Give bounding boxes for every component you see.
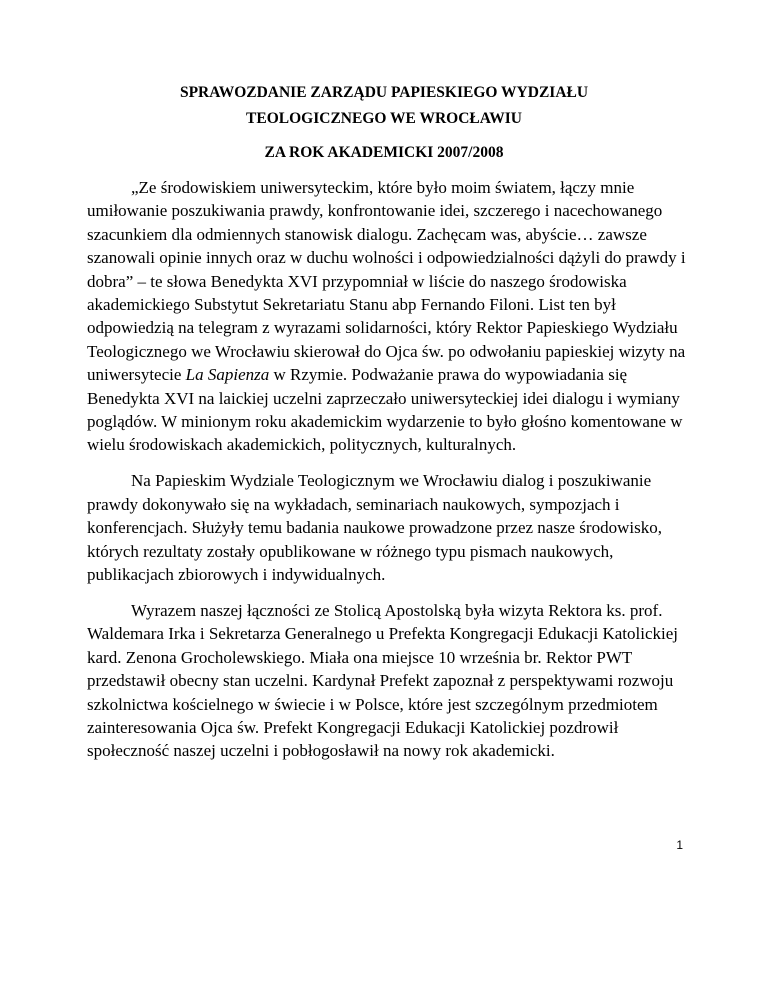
paragraph-1-text-b: w Rzymie. Podważanie prawa do wypowiadania się Benedykta XVI na laickiej uczelni zaprzeczało uniwersyteckiej idei dialogu i wymiany poglądów. W minionym roku akademickim wydarzenie to było głośno komentowane w wielu środowiskach akademickich, politycznych, kulturalnych.	[87, 365, 683, 455]
document-subtitle: ZA ROK AKADEMICKI 2007/2008	[264, 144, 504, 161]
title-line-1: SPRAWOZDANIE ZARZĄDU PAPIESKIEGO WYDZIAŁU	[179, 84, 589, 101]
paragraph-1-italic: La Sapienza	[185, 365, 270, 385]
paragraph-1	[87, 176, 695, 457]
document-title	[0, 80, 768, 132]
paragraph-1-text-a: „Ze środowiskiem uniwersyteckim, które było moim światem, łączy mnie umiłowanie poszukiwania prawdy, konfrontowanie idei, szczerego i nacechowanego szacunkiem dla odmiennych stanowisk dialogu. Zachęcam was, abyście… zawsze szanowali opinie innych oraz w duchu wolności i odpowiedzialności dążyli do prawdy i dobra” – te słowa Benedykta XVI przypomniał w liście do naszego środowiska akademickiego Substytut Sekretariatu Stanu abp Fernando Filoni. List ten był odpowiedzią na telegram z wyrazami solidarności, który Rektor Papieskiego Wydziału Teologicznego we Wrocławiu skierował do Ojca św. po odwołaniu papieskiej wizyty na uniwersytecie	[87, 178, 686, 385]
paragraph-2: Na Papieskim Wydziale Teologicznym we Wrocławiu dialog i poszukiwanie prawdy dokonywało się na wykładach, seminariach naukowych, sympozjach i konferencjach. Służyły temu badania naukowe prowadzone przez nasze środowisko, których rezultaty zostały opublikowane w różnego typu pismach naukowych, publikacjach zbiorowych i indywidualnych.	[87, 471, 662, 584]
paragraph-3: Wyrazem naszej łączności ze Stolicą Apostolską była wizyta Rektora ks. prof. Waldemara Irka i Sekretarza Generalnego u Prefekta Kongregacji Edukacji Katolickiej kard. Zenona Grocholewskiego. Miała ona miejsce 10 września br. Rektor PWT przedstawił obecny stan uczelni. Kardynał Prefekt zapoznał z perspektywami rozwoju szkolnictwa kościelnego w świecie i w Polsce, które jest szczególnym przedmiotem zainteresowania Ojca św. Prefekt Kongregacji Edukacji Katolickiej pozdrowił społeczność naszej uczelni i pobłogosławił na nowy rok akademicki.	[87, 600, 678, 761]
title-line-2: TEOLOGICZNEGO WE WROCŁAWIU	[246, 110, 522, 127]
document-body	[87, 176, 695, 775]
page-number: 1	[676, 838, 683, 852]
